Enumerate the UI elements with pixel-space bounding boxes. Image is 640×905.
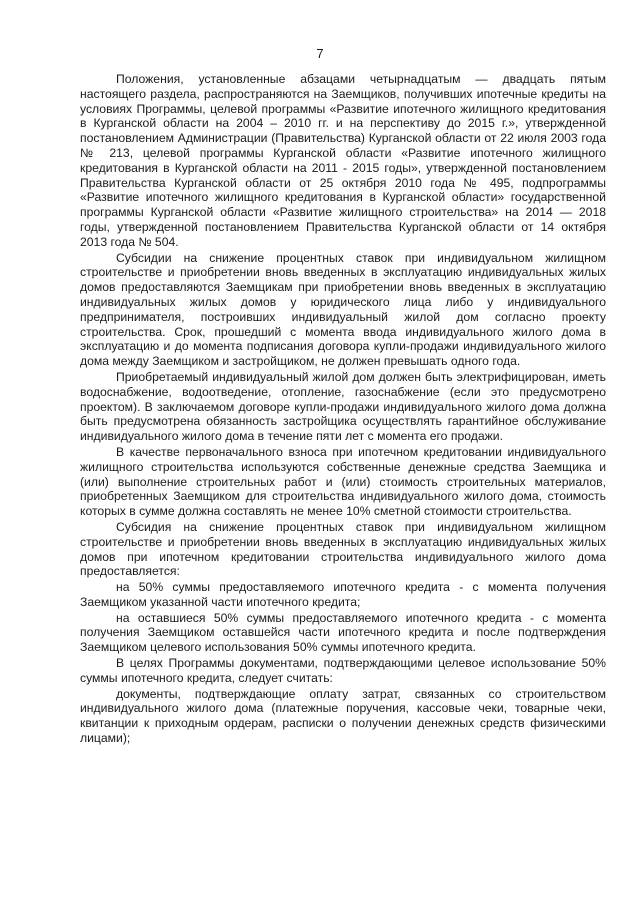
paragraph: Субсидии на снижение процентных ставок при индивидуальном жилищном строительстве и приобретении вновь введенных в эксплуатацию индивидуальных жилых домов предоставляются Заемщикам при приобретении вновь введенных в эксплуатацию индивидуальных жилых домов у юридического лица либо у индивидуального предпринимателя, построивших индивидуальный жилой дом согласно проекту строительства. Срок, прошедший с момента ввода индивидуального жилого дома в эксплуатацию и до момента подписания договора купли-продажи индивидуального жилого дома между Заемщиком и застройщиком, не должен превышать одного года. [80,250,606,369]
paragraph: В качестве первоначального взноса при ипотечном кредитовании индивидуального жилищного строительства используются собственные денежные средства Заемщика и (или) выполнение строительных работ и (или) стоимость строительных материалов, приобретенных Заемщиком для строительства индивидуального жилого дома, стоимость которых в сумме должна составлять не менее 10% сметной стоимости строительства. [80,444,606,519]
paragraph: на оставшиеся 50% суммы предоставляемого ипотечного кредита - с момента получения Заемщиком оставшейся части ипотечного кредита и после подтверждения Заемщиком целевого использования 50% суммы ипотечного кредита. [80,610,606,655]
paragraph: документы, подтверждающие оплату затрат, связанных со строительством индивидуального жилого дома (платежные поручения, кассовые чеки, товарные чеки, квитанции к приходным ордерам, расписки о получении денежных средств физическими лицами); [80,686,606,746]
paragraph: Субсидия на снижение процентных ставок при индивидуальном жилищном строительстве и приобретении вновь введенных в эксплуатацию индивидуальных жилых домов при ипотечном кредитовании строительства индивидуального жилого дома предоставляется: [80,519,606,579]
paragraph: на 50% суммы предоставляемого ипотечного кредита - с момента получения Заемщиком указанной части ипотечного кредита; [80,580,606,609]
document-body [80,72,606,747]
paragraph: Приобретаемый индивидуальный жилой дом должен быть электрифицирован, иметь водоснабжение, водоотведение, отопление, газоснабжение (если это предусмотрено проектом). В заключаемом договоре купли-продажи индивидуального жилого дома должна быть предусмотрена обязанность застройщика осуществлять гарантийное обслуживание индивидуального жилого дома в течение пяти лет с момента его продажи. [80,369,606,444]
paragraph: Положения, установленные абзацами четырнадцатым — двадцать пятым настоящего раздела, распространяются на Заемщиков, получивших ипотечные кредиты на условиях Программы, целевой программы «Развитие ипотечного жилищного кредитования в Курганской области на 2004 – 2010 гг. и на перспективу до 2015 г.», утвержденной постановлением Администрации (Правительства) Курганской области от 22 июля 2003 года № 213, целевой программы Курганской области «Развитие ипотечного жилищного кредитования в Курганской области на 2011 - 2015 годы», утвержденной постановлением Правительства Курганской области от 25 октября 2010 года № 495, подпрограммы «Развитие ипотечного жилищного кредитования в Курганской области» государственной программы Курганской области «Развитие жилищного строительства» на 2014 — 2018 годы, утвержденной постановлением Правительства Курганской области от 14 октября 2013 года № 504. [80,72,606,249]
page-number: 7 [316,46,324,61]
paragraph: В целях Программы документами, подтверждающими целевое использование 50% суммы ипотечного кредита, следует считать: [80,656,606,685]
